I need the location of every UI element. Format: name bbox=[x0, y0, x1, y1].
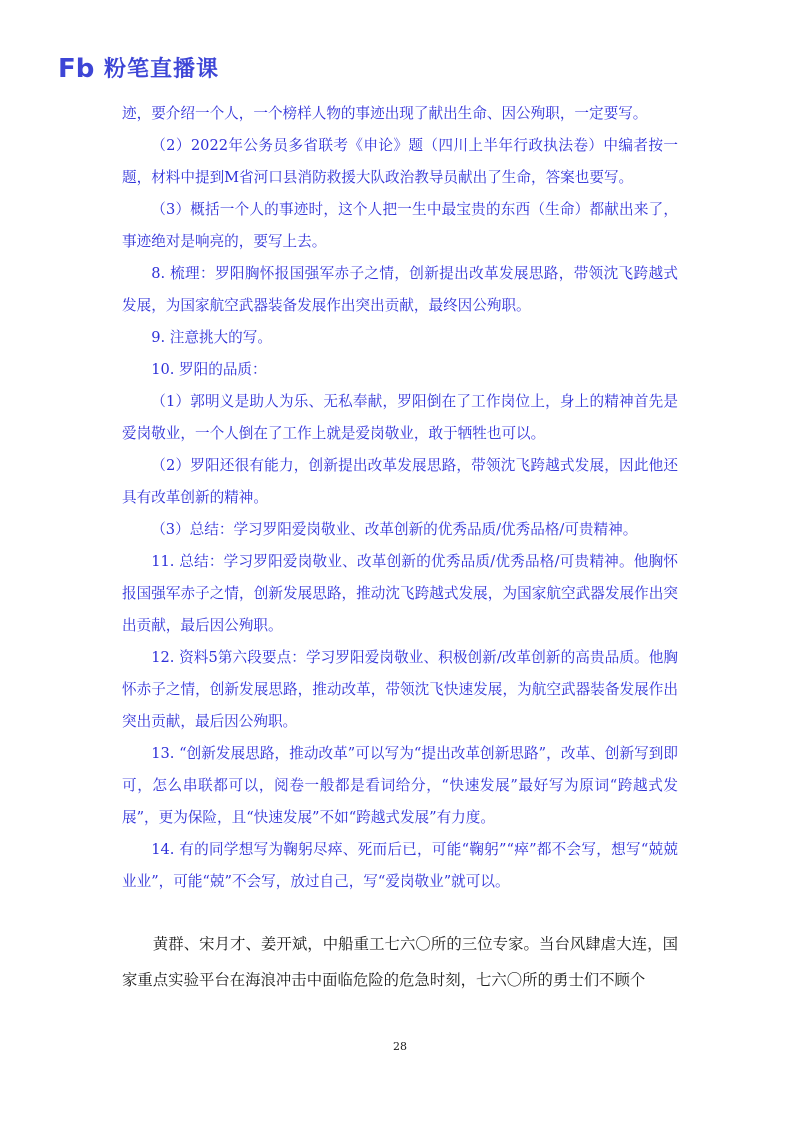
fb-logo-icon bbox=[58, 53, 96, 83]
paragraph: （2）2022年公务员多省联考《申论》题（四川上半年行政执法卷）中编者按一题，材料中提到M省河口县消防救援大队政治教导员献出了生命，答案也要写。 bbox=[122, 137, 678, 186]
paragraph-gap bbox=[122, 898, 678, 926]
svg-text:Fb: Fb bbox=[58, 53, 95, 83]
paragraph: 9. 注意挑大的写。 bbox=[151, 329, 272, 346]
paragraph: 黄群、宋月才、姜开斌，中船重工七六〇所的三位专家。当台风肆虐大连，国家重点实验平台在海浪冲击中面临危险的危急时刻，七六〇所的勇士们不顾个 bbox=[122, 935, 678, 989]
paragraph: 12. 资料5第六段要点：学习罗阳爱岗敬业、积极创新/改革创新的高贵品质。他胸怀赤子之情，创新发展思路，推动改革，带领沈飞快速发展，为航空武器装备发展作出突出贡献，最后因公殉职。 bbox=[122, 649, 678, 730]
paragraph: （2）罗阳还很有能力，创新提出改革发展思路，带领沈飞跨越式发展，因此他还具有改革创新的精神。 bbox=[122, 457, 678, 506]
paragraph: 8. 梳理：罗阳胸怀报国强军赤子之情，创新提出改革发展思路，带领沈飞跨越式发展，为国家航空武器装备发展作出突出贡献，最终因公殉职。 bbox=[122, 265, 678, 314]
paragraph: 10. 罗阳的品质： bbox=[151, 361, 267, 378]
page-number: 28 bbox=[393, 1040, 407, 1053]
paragraph: （1）郭明义是助人为乐、无私奉献，罗阳倒在了工作岗位上，身上的精神首先是爱岗敬业，一个人倒在了工作上就是爱岗敬业，敢于牺牲也可以。 bbox=[122, 393, 678, 442]
brand-name: 粉笔直播课 bbox=[104, 57, 220, 82]
paragraph: 13. “创新发展思路，推动改革”可以写为“提出改革创新思路”，改革、创新写到即可，怎么串联都可以，阅卷一般都是看词给分，“快速发展”最好写为原词“跨越式发展”，更为保险，且“快速发展”不如“跨越式发展”有力度。 bbox=[122, 745, 678, 826]
brand-logo bbox=[58, 52, 219, 83]
paragraph: 14. 有的同学想写为鞠躬尽瘁、死而后已，可能“鞠躬”“瘁”都不会写，想写“兢兢业业”，可能“兢”不会写，放过自己，写“爱岗敬业”就可以。 bbox=[122, 841, 678, 890]
paragraph: 11. 总结：学习罗阳爱岗敬业、改革创新的优秀品质/优秀品格/可贵精神。他胸怀报国强军赤子之情，创新发展思路，推动沈飞跨越式发展，为国家航空武器发展作出突出贡献，最后因公殉职。 bbox=[122, 553, 678, 634]
paragraph: （3）概括一个人的事迹时，这个人把一生中最宝贵的东西（生命）都献出来了，事迹绝对是响亮的，要写上去。 bbox=[122, 201, 678, 250]
paragraph: 迹，要介绍一个人，一个榜样人物的事迹出现了献出生命、因公殉职，一定要写。 bbox=[122, 105, 648, 122]
paragraph: （3）总结：学习罗阳爱岗敬业、改革创新的优秀品质/优秀品格/可贵精神。 bbox=[151, 521, 638, 538]
document-body bbox=[122, 98, 678, 998]
